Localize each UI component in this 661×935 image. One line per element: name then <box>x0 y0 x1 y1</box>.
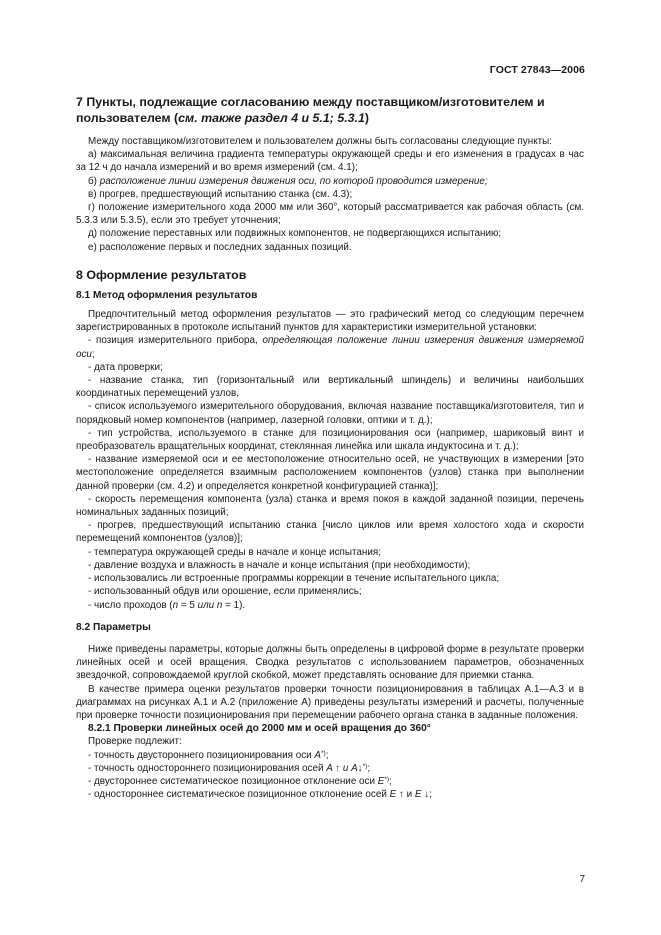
list-item-temperature: - температура окружающей среды в начале и конце испытания; <box>88 546 381 558</box>
section-7-intro: Между поставщиком/изготовителем и пользователем должны быть согласованы следующие пункты: <box>88 136 552 147</box>
subsection-8-2-1-intro: Проверке подлежит: <box>88 736 182 748</box>
subsection-8-2-paragraph-2: В качестве примера оценки результатов проверки точности позиционирования в таблицах А.1—А.3 и в диаграммах на рисунках А.1 и А.2 (приложение А) приведены результаты измерений и расчеты, полученные при проверке точности позиционирования при перемещении рабочего органа станка в заданные положения. <box>76 683 584 721</box>
c2-end: ; <box>367 762 371 774</box>
subsection-8-2-title: 8.2 Параметры <box>76 621 151 633</box>
c3-prefix: - двустороннее систематическое позиционное отклонение оси <box>88 775 378 787</box>
b1-end: ; <box>91 348 95 360</box>
list-item-equipment: - список используемого измерительного оборудования, включая название поставщика/изготовителя, тип и порядковый номер компонентов (например, лазерной головки, оптики и т. д.); <box>76 401 584 426</box>
page-content <box>76 94 584 801</box>
list-item-cooling: - использованный обдув или орошение, если применялись; <box>88 586 362 598</box>
section-8-title: 8 Оформление результатов <box>76 267 247 282</box>
c3-end: ; <box>389 775 392 787</box>
c4-symbol: E ↑ <box>389 789 404 801</box>
item-b-italic: расположение линии измерения движения оси, по которой проводится измерение; <box>99 175 488 187</box>
list-item-device-type: - тип устройства, используемого в станке для позиционирования оси (например, шариковый винт и преобразователь вращательных координат, стеклянная линейка или шкала индуктосина и т. д.); <box>76 427 584 453</box>
list-item-pressure: - давление воздуха и влажность в начале и конце испытания (при необходимости); <box>88 559 471 571</box>
section-7-item-a: а) максимальная величина градиента температуры окружающей среды и его изменения в градусах в час за 12 ч до начала измерений и во время измерений (см. 4.1); <box>76 149 584 174</box>
c4-mid: и <box>403 789 415 801</box>
subsection-8-2-1-title: 8.2.1 Проверки линейных осей до 2000 мм и осей вращения до 360° <box>88 723 431 735</box>
section-7-item-v: в) прогрев, предшествующий испытанию станка (см. 4.3); <box>88 188 353 200</box>
item-b-prefix: б) <box>88 175 100 187</box>
standard-header: ГОСТ 27843—2006 <box>489 64 585 76</box>
section-7-title-main: 7 Пункты, подлежащие согласованию между поставщиком/изготовителем и пользователем ( <box>76 95 545 125</box>
b1-prefix: - позиция измерительного прибора, <box>88 335 263 347</box>
c1-prefix: - точность двустороннего позиционирования оси <box>88 749 315 761</box>
c2-symbol: A ↑ и A↓ <box>326 762 363 774</box>
section-7-item-b <box>76 175 584 188</box>
subsection-8-1-intro: Предпочтительный метод оформления результатов — это графический метод со следующим перечнем зарегистрированных в протоколе испытаний пунктов для характеристики измерительной установки: <box>76 309 584 334</box>
b1-italic: определяющая положение линии измерения движения измеряемой оси <box>76 335 584 360</box>
list-item-correction: - использовались ли встроенные программы коррекции в течение испытательного цикла; <box>88 573 500 585</box>
check-item-bidirectional-deviation <box>76 775 584 788</box>
list-item-speed: - скорость перемещения компонента (узла) станка и время покоя в каждой заданной позиции, перечень номинальных заданных позиций; <box>76 493 584 519</box>
check-item-bidirectional-accuracy <box>76 749 584 762</box>
c1-end: ; <box>325 749 329 761</box>
list-item-machine-name: - название станка, тип (горизонтальный или вертикальный шпиндель) и величины наибольших координатных перемещений узлов, <box>76 375 584 400</box>
list-item-passes <box>76 599 584 612</box>
c1-symbol: A <box>314 749 321 761</box>
c2-sup: *) <box>362 762 368 770</box>
list-item-position <box>76 334 584 360</box>
c4-prefix: - одностороннее систематическое позиционное отклонение осей <box>88 789 390 801</box>
c4-end: ; <box>429 789 432 801</box>
c4-symbol-2: E ↓ <box>414 789 430 801</box>
c3-sup: *) <box>384 775 390 783</box>
b13-n1: n <box>172 599 179 611</box>
list-item-warmup: - прогрев, предшествующий испытанию станка [число циклов или время холостого хода и скорости перемещений компонентов (узлов)]; <box>76 520 584 545</box>
section-7-item-e: е) расположение первых и последних заданных позиций. <box>88 241 352 253</box>
b13-or: или n <box>197 599 223 611</box>
check-item-unidirectional-deviation <box>76 788 584 801</box>
b13-end: = 1). <box>222 599 246 611</box>
subsection-8-1-title: 8.1 Метод оформления результатов <box>76 289 258 301</box>
c1-sup: *) <box>320 749 326 757</box>
check-item-unidirectional-accuracy <box>76 762 584 775</box>
page-number: 7 <box>579 874 585 885</box>
subsection-8-2-paragraph-1: Ниже приведены параметры, которые должны быть определены в цифровой форме в результате проверки линейных осей и осей вращения. Сводка результатов с использованием параметров, обозначенных звездочкой, сопровождаемой круглой скобкой, может представлять основание для приемки станка. <box>76 643 584 682</box>
b13-mid: = 5 <box>178 599 198 611</box>
section-7-title <box>76 94 584 126</box>
section-7-item-d: д) положение переставных или подвижных компонентов, не подвергающихся испытанию; <box>88 228 502 240</box>
c2-prefix: - точность одностороннего позиционирования осей <box>88 762 327 774</box>
b13-prefix: - число проходов ( <box>88 599 173 611</box>
section-7-item-g: г) положение измерительного хода 2000 мм или 360°, который рассматривается как рабочая область (см. 5.3.3 или 5.3.5), если это требует уточнения; <box>76 202 584 227</box>
list-item-date: - дата проверки; <box>88 361 163 373</box>
section-7-title-ref: см. также раздел 4 и 5.1; 5.3.1 <box>178 111 365 125</box>
c3-symbol: E <box>377 775 385 787</box>
section-7-title-end: ) <box>364 111 370 125</box>
list-item-axis-name: - название измеряемой оси и ее местоположение относительно осей, не участвующих в измерении [это местоположение определяется взаимным расположением компонентов (узлов) станка при выполнении данной проверки (см. 4.2) и определяется конкретной конфигурацией станка)]; <box>76 454 584 492</box>
